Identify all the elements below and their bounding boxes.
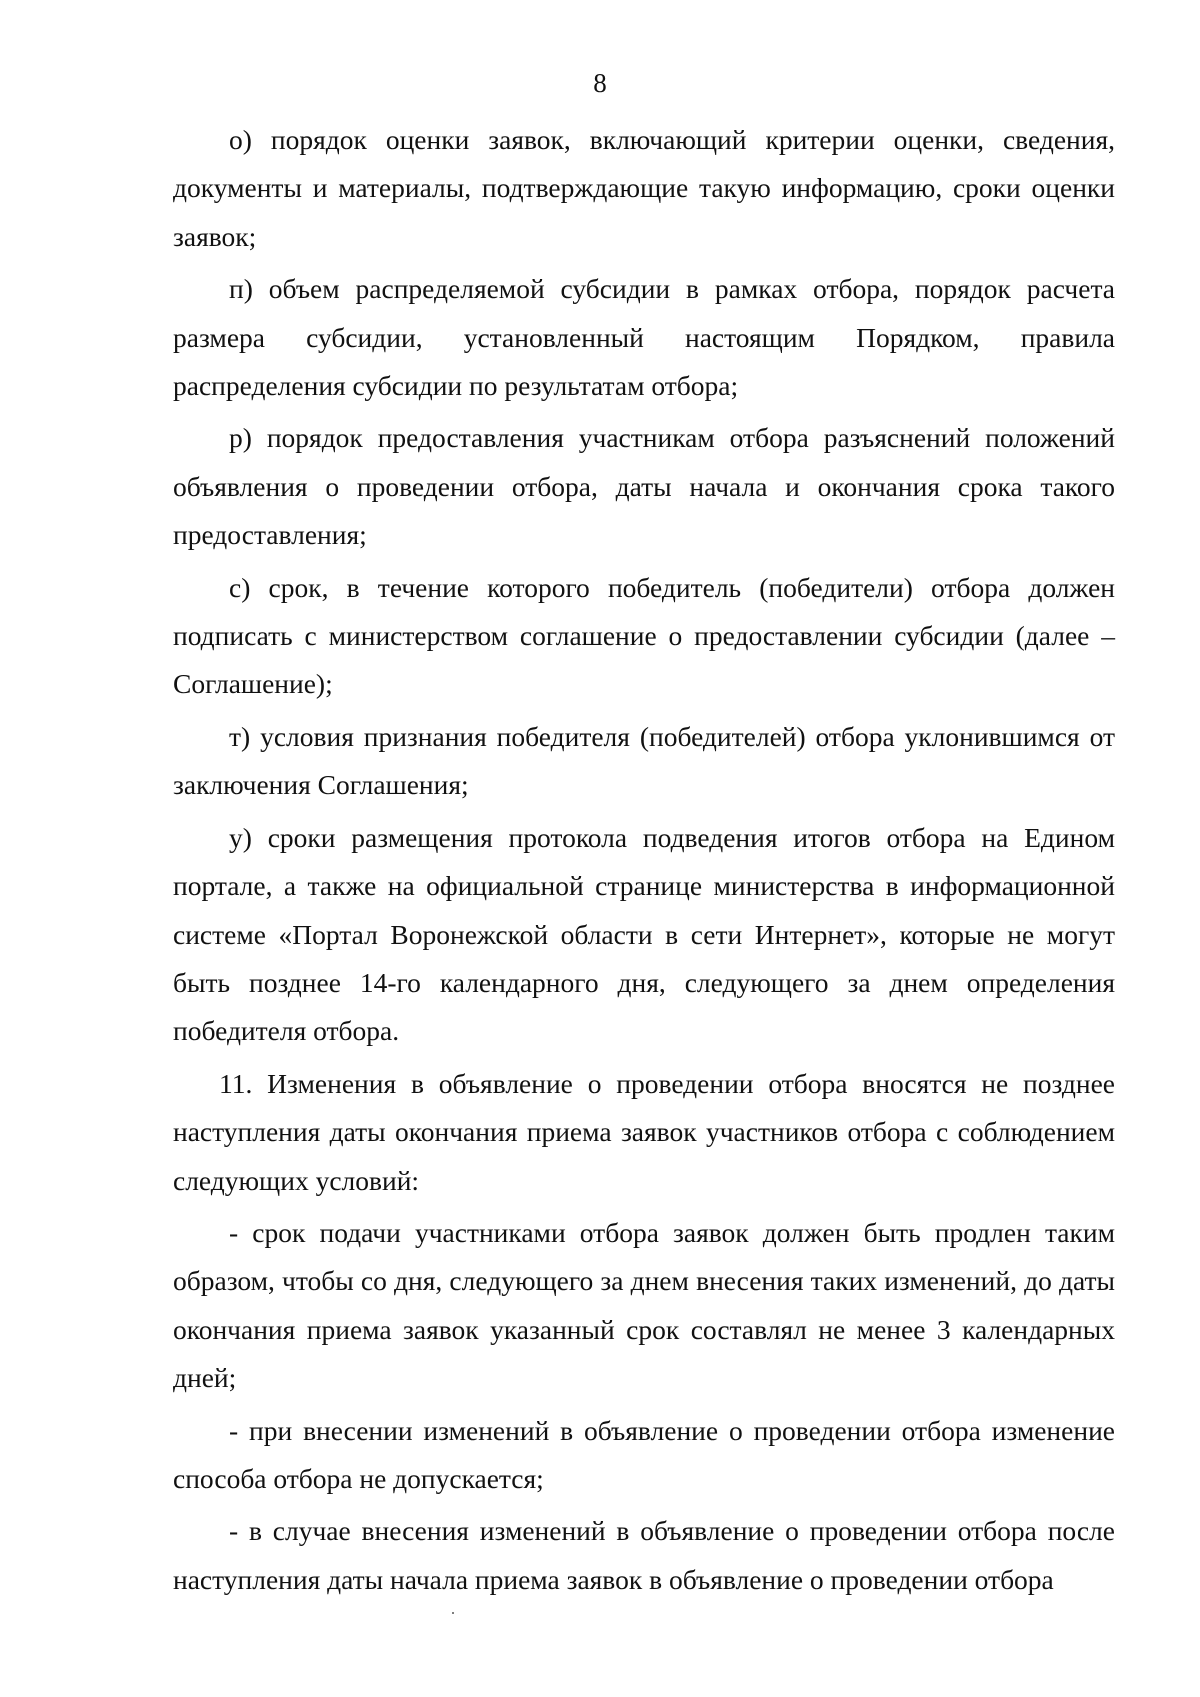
paragraph-r: р) порядок предоставления участникам отбора разъяснений положений объявления о проведении отбора, даты начала и окончания срока такого предоставления; xyxy=(173,422,1115,551)
list-item-changes: - в случае внесения изменений в объявление о проведении отбора после наступления даты начала приема заявок в объявление о проведении отбора xyxy=(173,1515,1115,1595)
scan-speck xyxy=(452,1612,454,1614)
paragraph-p: п) объем распределяемой субсидии в рамках отбора, порядок расчета размера субсидии, установленный настоящим Порядком, правила распределения субсидии по результатам отбора; xyxy=(173,273,1115,402)
page-number: 8 xyxy=(593,68,607,98)
paragraph-11: 11. Изменения в объявление о проведении отбора вносятся не позднее наступления даты окончания приема заявок участников отбора с соблюдением следующих условий: xyxy=(173,1067,1115,1196)
paragraph-o: о) порядок оценки заявок, включающий критерии оценки, сведения, документы и материалы, подтверждающие такую информацию, сроки оценки заявок; xyxy=(173,124,1115,252)
list-item-method: - при внесении изменений в объявление о проведении отбора изменение способа отбора не допускается; xyxy=(173,1414,1115,1494)
paragraph-t: т) условия признания победителя (победителей) отбора уклонившимся от заключения Соглашения; xyxy=(173,720,1115,801)
list-item-deadline: - срок подачи участниками отбора заявок должен быть продлен таким образом, чтобы со дня, следующего за днем внесения таких изменений, до даты окончания приема заявок указанный срок составлял не менее 3 календарных дней; xyxy=(173,1216,1115,1394)
paragraph-s: с) срок, в течение которого победитель (победители) отбора должен подписать с министерством соглашение о предоставлении субсидии (далее – Соглашение); xyxy=(173,571,1115,700)
paragraph-u: у) сроки размещения протокола подведения итогов отбора на Едином портале, а также на официальной странице министерства в информационной системе «Портал Воронежской области в сети Интернет», которые не могут быть позднее 14-го календарного дня, следующего за днем определения победителя отбора. xyxy=(173,821,1115,1047)
document-body xyxy=(173,116,1115,1604)
